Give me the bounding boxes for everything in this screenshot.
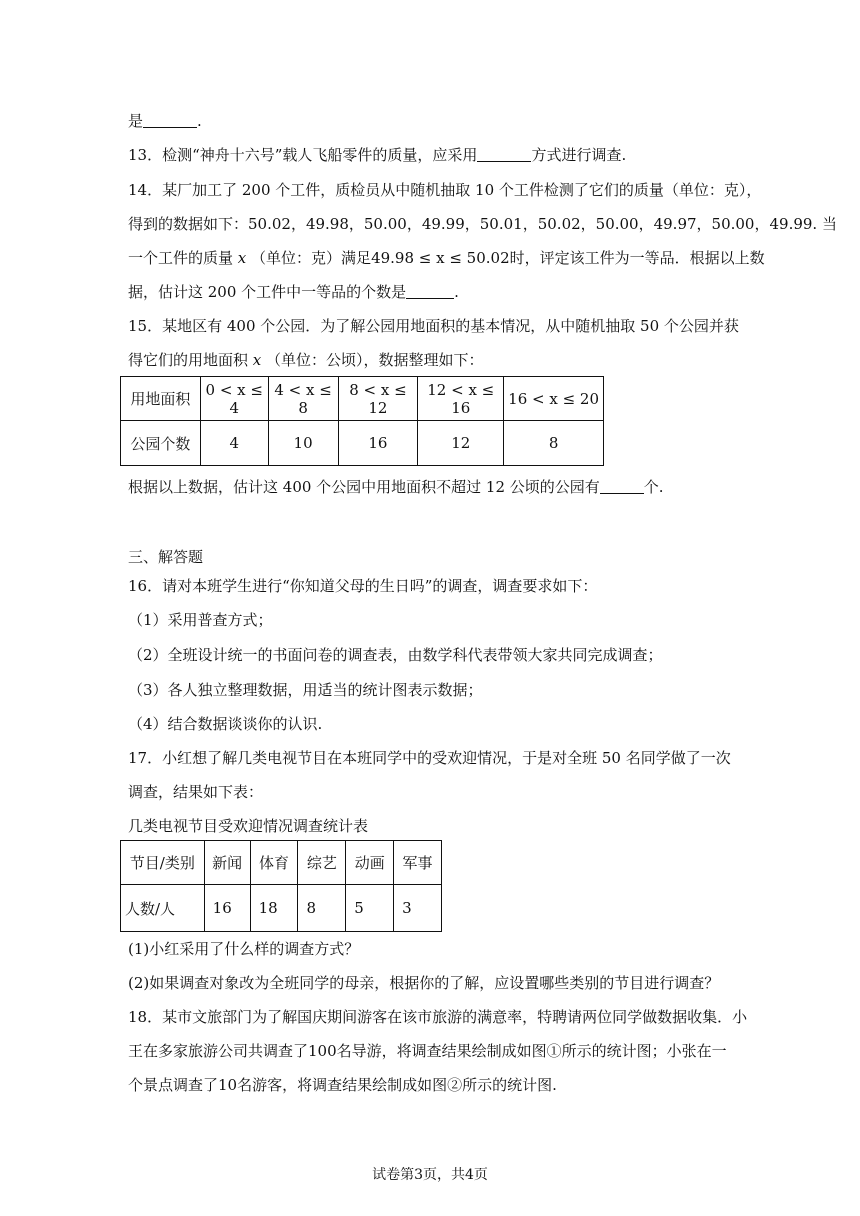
table-header-cell: 用地面积: [121, 377, 201, 421]
question-17-sub1: (1)小红采用了什么样的调查方式？: [128, 940, 360, 958]
answer-blank: [143, 111, 197, 128]
table-title: 几类电视节目受欢迎情况调查统计表: [128, 817, 369, 835]
question-14-line1: 14．某厂加工了 200 个工件，质检员从中随机抽取 10 个工件检测了它们的质量（单位：克），: [128, 181, 762, 199]
table-cell: 8: [504, 421, 604, 466]
answer-blank: [406, 282, 454, 299]
question-18-line1: 18．某市文旅部门为了解国庆期间游客在该市旅游的满意率，特聘请两位同学做数据收集．小: [128, 1008, 748, 1026]
table-cell: 4: [200, 421, 268, 466]
table-cell: 3: [394, 885, 442, 932]
table-cell: 人数/人: [121, 885, 205, 932]
question-14-line4: 据，估计这 200 个工件中一等品的个数是 .: [128, 283, 459, 301]
table-header-cell: 4 < x ≤ 8: [268, 377, 338, 421]
table-header-cell: 综艺: [298, 841, 346, 885]
question-17-line2: 调查，结果如下表：: [128, 783, 264, 801]
table-cell: 16: [338, 421, 418, 466]
question-15-line1: 15．某地区有 400 个公园．为了解公园用地面积的基本情况，从中随机抽取 50 个公园并获: [128, 317, 739, 335]
question-15-line2: 得它们的用地面积 x （单位：公顷），数据整理如下：: [128, 351, 484, 369]
answer-blank: [600, 477, 644, 494]
table-header-cell: 体育: [250, 841, 298, 885]
section-heading: 三、解答题: [128, 548, 204, 566]
answer-blank: [477, 145, 531, 162]
table-header-cell: 新闻: [204, 841, 250, 885]
question-16-item: （4）结合数据谈谈你的认识.: [128, 715, 323, 733]
table-cell: 公园个数: [121, 421, 201, 466]
question-16-item: （3）各人独立整理数据，用适当的统计图表示数据；: [128, 681, 483, 699]
park-area-table: [120, 376, 604, 466]
q12-tail: 是 .: [128, 112, 202, 130]
table-cell: 10: [268, 421, 338, 466]
table-header-cell: 动画: [346, 841, 394, 885]
question-17-sub2: (2)如果调查对象改为全班同学的母亲，根据你的了解，应设置哪些类别的节目进行调查？: [128, 974, 720, 992]
page-footer: 试卷第3页，共4页: [372, 1167, 488, 1183]
question-14-line2: 得到的数据如下：50.02，49.98，50.00，49.99，50.01，50.02，50.00，49.97，50.00，49.99. 当: [128, 215, 837, 233]
table-header-cell: 0 < x ≤ 4: [200, 377, 268, 421]
table-cell: 5: [346, 885, 394, 932]
question-18-line3: 个景点调查了10名游客，将调查结果绘制成如图②所示的统计图.: [128, 1076, 557, 1094]
question-18-line2: 王在多家旅游公司共调查了100名导游，将调查结果绘制成如图①所示的统计图；小张在一: [128, 1042, 727, 1060]
question-15-after: 根据以上数据，估计这 400 个公园中用地面积不超过 12 公顷的公园有 个.: [128, 478, 664, 496]
question-16-item: （2）全班设计统一的书面问卷的调查表，由数学科代表带领大家共同完成调查；: [128, 646, 663, 664]
tv-program-table: [120, 840, 442, 932]
table-header-cell: 16 < x ≤ 20: [504, 377, 604, 421]
table-header-cell: 12 < x ≤ 16: [418, 377, 504, 421]
table-cell: 12: [418, 421, 504, 466]
question-14-line3: 一个工件的质量 x （单位：克）满足49.98 ≤ x ≤ 50.02时，评定该工件为一等品．根据以上数: [128, 249, 765, 267]
question-13: 13．检测“神舟十六号”载人飞船零件的质量，应采用 方式进行调查.: [128, 146, 627, 164]
table-header-cell: 8 < x ≤ 12: [338, 377, 418, 421]
table-cell: 16: [204, 885, 250, 932]
question-16-item: （1）采用普查方式；: [128, 611, 273, 629]
table-header-cell: 军事: [394, 841, 442, 885]
question-17-line1: 17．小红想了解几类电视节目在本班同学中的受欢迎情况，于是对全班 50 名同学做了一次: [128, 749, 731, 767]
table-cell: 18: [250, 885, 298, 932]
table-cell: 8: [298, 885, 346, 932]
question-16-line1: 16．请对本班学生进行“你知道父母的生日吗”的调查，调查要求如下：: [128, 577, 598, 595]
table-header-cell: 节目/类别: [121, 841, 205, 885]
